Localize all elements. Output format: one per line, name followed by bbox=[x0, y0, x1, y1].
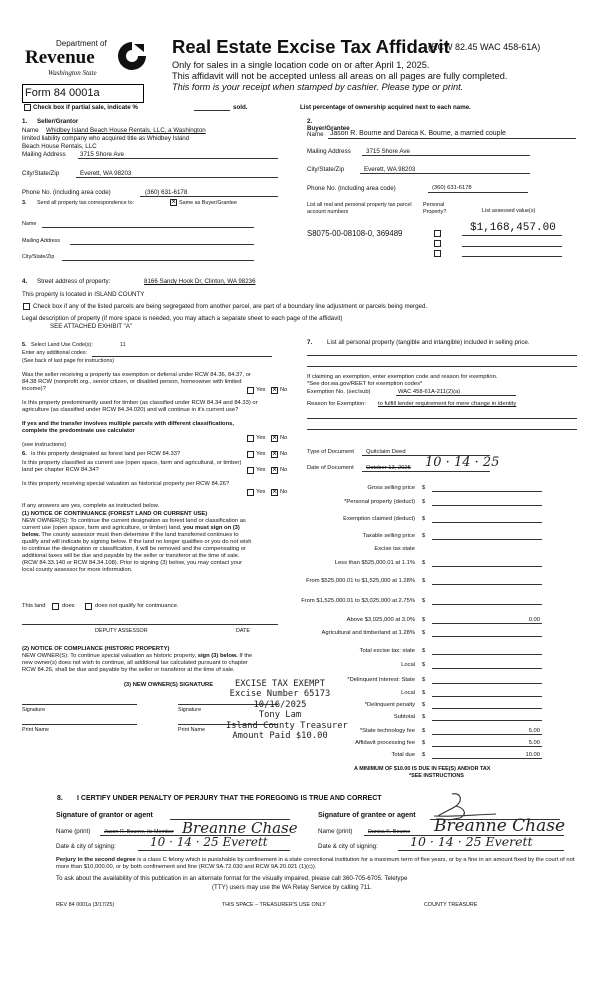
footer-county: COUNTY TREASURE bbox=[424, 902, 478, 908]
tax-above-label: Above $3,025,000 at 3.0% bbox=[346, 617, 415, 623]
reason-field-2[interactable] bbox=[307, 418, 577, 419]
partial-sale-checkbox[interactable] bbox=[24, 104, 31, 111]
grantee-date-line bbox=[398, 850, 564, 851]
tax-total-state-field[interactable] bbox=[432, 654, 542, 655]
corr-address-field[interactable] bbox=[70, 244, 254, 245]
q1-yes: Yes bbox=[256, 387, 266, 393]
personal-property-label: Personal Property? bbox=[423, 202, 447, 215]
seller-city-line bbox=[76, 177, 278, 178]
tax-local-field[interactable] bbox=[432, 668, 542, 669]
corr-name-label: Name bbox=[22, 221, 37, 227]
s6-if-yes: If any answers are yes, complete as instructed below. bbox=[22, 503, 160, 509]
does-label: does bbox=[62, 603, 75, 609]
tax-affidavit-fee-field[interactable] bbox=[432, 746, 542, 747]
stamp-line-5: Island County Treasurer bbox=[226, 720, 348, 731]
landuse-q2a: Is this property predominantly used for timber (as classified under RCW 84.34 and 84.33) or agriculture (as classified under RCW 84.34.020) and will continue in it's current use? bbox=[22, 400, 258, 413]
s6q3-yes: Yes bbox=[256, 489, 266, 495]
tax-less-dollar: $ bbox=[422, 560, 426, 566]
tax-tech-fee-field[interactable] bbox=[432, 734, 542, 735]
deputy-assessor-field[interactable] bbox=[22, 624, 222, 625]
assessed-line-1 bbox=[462, 235, 562, 236]
deputy-date-label: DATE bbox=[236, 628, 250, 634]
form-number: Form 84 0001a bbox=[25, 87, 100, 99]
stamp-line-3: 10/16/2025 bbox=[253, 699, 307, 710]
grantor-date-city: 10 · 14 · 25 Everett bbox=[150, 835, 268, 849]
seller-address-label: Mailing Address bbox=[22, 151, 66, 158]
seller-address-line bbox=[78, 158, 278, 159]
compliance-bold: sign (3) below. bbox=[197, 653, 238, 659]
perjury-text: is a class C felony which is punishable by confinement in a state correctional institution for a maximum term of five years, or by a fine in an amount fixed by the court of not more than $10,000.00, or by both confinement and fine (RCW 9A.72.030 and RCW 9A.20.021 (1)(c)). bbox=[56, 857, 575, 870]
compliance-text bbox=[22, 653, 258, 674]
tax-delinquent-penalty-label: *Delinquent penalty bbox=[364, 702, 415, 708]
tax-personal-label: *Personal property (deduct) bbox=[344, 499, 415, 505]
doc-date-label: Date of Document bbox=[307, 465, 354, 471]
buyer-phone: (360) 631-6178 bbox=[432, 185, 472, 191]
tax-less-field[interactable] bbox=[432, 566, 542, 567]
corr-city-label: City/State/Zip bbox=[22, 254, 55, 260]
compliance-text-2: If the new owner(s) does not wish to continue, all additional tax calculated pursuant to chapter RCW 84.26, shall be due and payable by the seller or transferor at the time of sale. bbox=[22, 653, 253, 673]
buyer-city-label: City/State/Zip bbox=[307, 166, 345, 173]
buyer-name-label: Name bbox=[307, 131, 324, 138]
tax-ag-field[interactable] bbox=[432, 636, 542, 637]
logo-revenue: Revenue bbox=[25, 47, 95, 68]
q2-yes: Yes bbox=[256, 435, 266, 441]
s6-q1: Is this property designated as forest land per RCW 84.33? bbox=[31, 451, 181, 457]
tax-delinquent-penalty-dollar: $ bbox=[422, 702, 426, 708]
logo-state: Washington State bbox=[48, 69, 97, 77]
s6q1-yes: Yes bbox=[256, 451, 266, 457]
personal-property-checkbox-3[interactable] bbox=[434, 250, 441, 257]
landuse-label: Select Land Use Code(s): bbox=[31, 342, 93, 348]
exemption-no-value: WAC 458-61A-211(2)(a) bbox=[398, 389, 461, 395]
landuse-q1: Was the seller receiving a property tax exemption or deferral under RCW 84.36, 84.37, or 84.38 RCW (nonprofit org., senior citizen, or disabled person, homeowner with limited income)? bbox=[22, 372, 251, 392]
logo-dept-of: Department of bbox=[56, 39, 107, 48]
claim-line-2: *See dor.wa.gov/REET for exemption codes* bbox=[307, 381, 423, 387]
seller-name-line2: limited liability company who acquired title as Whidbey Island bbox=[22, 135, 190, 142]
correspondence-num: 3. bbox=[22, 200, 27, 206]
s7-label: List all personal property (tangible and intangible) included in selling price. bbox=[327, 339, 530, 346]
sig-grantor-label: Signature of grantor or agent bbox=[56, 812, 153, 819]
seller-phone-line bbox=[140, 196, 278, 197]
tax-ag-dollar: $ bbox=[422, 630, 426, 636]
landuse-code: 11 bbox=[120, 342, 126, 348]
q2-no-checkbox[interactable] bbox=[271, 435, 278, 442]
does-checkbox[interactable] bbox=[52, 603, 59, 610]
tax-total-due-label: Total due bbox=[391, 752, 415, 758]
stamp-line-6: Amount Paid $10.00 bbox=[232, 731, 328, 742]
tax-ag-label: Agricultural and timberland at 1.28% bbox=[321, 630, 415, 636]
tax-from1-label: From $525,000.01 to $1,525,000 at 1.28% bbox=[306, 578, 415, 584]
treasurer-stamp bbox=[226, 679, 348, 742]
tax-from2-dollar: $ bbox=[422, 598, 426, 604]
sig-grantee-label: Signature of grantee or agent bbox=[318, 812, 416, 819]
tax-exemption-dollar: $ bbox=[422, 516, 426, 522]
tax-affidavit-fee-label: Affidavit processing fee bbox=[355, 740, 415, 746]
tax-delinquent-interest-dollar: $ bbox=[422, 677, 426, 683]
this-land: This land bbox=[22, 603, 46, 609]
assessed-value-label: List assessed value(s) bbox=[482, 208, 536, 214]
personal-property-checkbox-1[interactable] bbox=[434, 230, 441, 237]
parcel-number: S8075-00-08108-0, 369489 bbox=[307, 229, 403, 238]
page-title: Real Estate Excise Tax Affidavit bbox=[172, 36, 450, 57]
q1-no: No bbox=[280, 387, 288, 393]
continuance-text-2: The county assessor must then determine if the land transferred continues to qualify and will indicate by signing below. If the land no longer qualifies or you do not wish to continue the designation or classification, it will be removed and the compensating or additional taxes will be due and payable by the seller or transferor at the time of sale. (RCW 84.33.140 or RCW 84.34.108). Prior to signing (3) below, you may contact your local county assessor for more information. bbox=[22, 532, 252, 573]
tax-from1-dollar: $ bbox=[422, 578, 426, 584]
s8-num: 8. bbox=[57, 795, 63, 802]
doc-date-line bbox=[362, 471, 490, 472]
perjury-bold: Perjury in the second degree bbox=[56, 857, 136, 863]
tax-exemption-field[interactable] bbox=[432, 522, 542, 523]
tax-gross-label: Gross selling price bbox=[367, 485, 415, 491]
tax-above-dollar: $ bbox=[422, 617, 426, 623]
grantee-name-print-label: Name (print) bbox=[318, 828, 353, 835]
seller-address: 3715 Shore Ave bbox=[80, 151, 124, 158]
s6q3-no-checkbox[interactable] bbox=[271, 489, 278, 496]
landuse-additional: Enter any additional codes: bbox=[22, 350, 88, 356]
s6q2-yes-checkbox[interactable] bbox=[247, 467, 254, 474]
tax-exemption-label: Exemption claimed (deduct) bbox=[343, 516, 415, 522]
personal-property-checkbox-2[interactable] bbox=[434, 240, 441, 247]
same-as-buyer-checkbox[interactable] bbox=[170, 199, 177, 206]
print-name-label-1: Print Name bbox=[22, 727, 49, 733]
seller-phone: (360) 631-6178 bbox=[145, 189, 188, 196]
tax-local2-label: Local bbox=[401, 690, 415, 696]
s7-num: 7. bbox=[307, 339, 313, 346]
tax-personal-dollar: $ bbox=[422, 499, 426, 505]
legal-value: SEE ATTACHED EXHIBIT "A" bbox=[50, 323, 133, 330]
tax-tech-fee-value: 5.00 bbox=[528, 728, 540, 734]
tax-subtotal-dollar: $ bbox=[422, 714, 426, 720]
tax-taxable-dollar: $ bbox=[422, 533, 426, 539]
buyer-heading: Buyer/Grantee bbox=[307, 125, 350, 132]
seller-name-line3: Beach House Rentals, LLC bbox=[22, 143, 97, 150]
logo-mark-icon bbox=[116, 40, 148, 72]
seller-name-label: Name bbox=[22, 127, 39, 134]
tax-personal-field[interactable] bbox=[432, 505, 542, 506]
continuance-heading: (1) NOTICE OF CONTINUANCE (FOREST LAND OR CURRENT USE) bbox=[22, 511, 208, 517]
title-citation: (RCW 82.45 WAC 458-61A) bbox=[428, 42, 541, 52]
buyer-name-line bbox=[328, 138, 576, 139]
s6q1-yes-checkbox[interactable] bbox=[247, 451, 254, 458]
property-num: 4. bbox=[22, 278, 28, 285]
seller-name-line1: Whidbey Island Beach House Rentals, LLC, a Washington bbox=[46, 127, 206, 134]
assessed-line-2 bbox=[462, 246, 562, 247]
availability-line-2: (TTY) users may use the WA Relay Service by calling 711. bbox=[212, 884, 372, 891]
doc-type-label: Type of Document bbox=[307, 449, 355, 455]
buyer-name: Jason R. Bourne and Danica K. Bourne, a married couple bbox=[330, 130, 506, 137]
deputy-assessor-label: DEPUTY ASSESSOR bbox=[95, 628, 148, 634]
correspondence-label: Send all property tax correspondence to: bbox=[37, 200, 135, 206]
tax-total-due-dollar: $ bbox=[422, 752, 426, 758]
tax-total-due-value: 10.00 bbox=[525, 752, 540, 758]
availability-line-1: To ask about the availability of this publication in an alternate format for the visually impaired, please call 360-705-6705. Teletype bbox=[56, 875, 408, 882]
assessed-value: $1,168,457.00 bbox=[470, 222, 556, 234]
street-value: 8166 Sandy Hook Dr, Clinton, WA 98236 bbox=[144, 278, 256, 285]
tax-gross-field[interactable] bbox=[432, 491, 542, 492]
certify-statement: I CERTIFY UNDER PENALTY OF PERJURY THAT THE FOREGOING IS TRUE AND CORRECT bbox=[77, 795, 382, 802]
s6q2-no-checkbox[interactable] bbox=[271, 467, 278, 474]
q1-no-checkbox[interactable] bbox=[271, 387, 278, 394]
q2-no: No bbox=[280, 435, 288, 441]
tax-above-value: 0.00 bbox=[528, 617, 540, 623]
tax-local2-field[interactable] bbox=[432, 696, 542, 697]
seller-phone-label: Phone No. (including area code) bbox=[22, 189, 111, 196]
same-as-buyer-label: Same as Buyer/Grantee bbox=[179, 200, 237, 206]
s6q1-no-checkbox[interactable] bbox=[271, 451, 278, 458]
revenue-logo bbox=[20, 40, 155, 82]
partial-sale-percent-field[interactable] bbox=[194, 110, 230, 111]
owner-print-1[interactable] bbox=[22, 724, 137, 725]
buyer-phone-line bbox=[428, 192, 528, 193]
tax-total-state-label: Total excise tax: state bbox=[359, 648, 415, 654]
continuance-text-1: NEW OWNER(S): To continue the current designation as forest land or classification as current use (open space, farm and agriculture, or timber) land, bbox=[22, 518, 246, 531]
q1-yes-checkbox[interactable] bbox=[247, 387, 254, 394]
seller-heading: Seller/Grantor bbox=[37, 118, 79, 125]
parcel-list-label: List all real and personal property tax parcel account numbers bbox=[307, 202, 412, 215]
stamp-line-2: Excise Number 65173 bbox=[229, 689, 331, 700]
tax-local-label: Local bbox=[401, 662, 415, 668]
landuse-see-back: (See back of last page for instructions) bbox=[22, 358, 114, 364]
does-not-label: does not qualify for continuance. bbox=[95, 603, 179, 609]
legal-label: Legal description of property (if more space is needed, you may attach a separate sheet to each page of the affidavit) bbox=[22, 315, 343, 322]
stamp-line-1: EXCISE TAX EXEMPT bbox=[234, 679, 326, 689]
continuance-text bbox=[22, 518, 254, 574]
form-number-box bbox=[22, 84, 144, 103]
tax-from2-field[interactable] bbox=[432, 604, 542, 605]
seller-city: Everett, WA 98203 bbox=[80, 170, 132, 177]
partial-sale-label: Check box if partial sale, indicate % bbox=[33, 104, 138, 111]
tax-delinquent-interest-label: *Delinquent Interest: State bbox=[347, 677, 415, 683]
buyer-phone-label: Phone No. (including area code) bbox=[307, 185, 396, 192]
s6-num: 6. bbox=[22, 451, 27, 457]
footer-rev: REV 84 0001a (3/17/25) bbox=[56, 902, 115, 908]
s6q3-no: No bbox=[280, 489, 288, 495]
tax-local-dollar: $ bbox=[422, 662, 426, 668]
grantor-handwritten-name: Breanne Chase bbox=[182, 819, 298, 837]
tax-less-label: Less than $525,000.01 at 1.1% bbox=[334, 560, 415, 566]
q2-yes-checkbox[interactable] bbox=[247, 435, 254, 442]
assessed-line-3 bbox=[462, 256, 562, 257]
doc-date-struck: October 13, 2025 bbox=[366, 465, 411, 471]
grantee-handwritten-name: Breanne Chase bbox=[434, 816, 566, 836]
buyer-heading-num: 2. bbox=[307, 118, 313, 125]
corr-address-label: Mailing Address bbox=[22, 238, 61, 244]
s6q2-yes: Yes bbox=[256, 467, 266, 473]
reason-label: Reason for Exemption: bbox=[307, 401, 366, 407]
compliance-text-1: NEW OWNER(S): To continue special valuation as historic property, bbox=[22, 653, 197, 659]
tax-affidavit-fee-value: 5.00 bbox=[528, 740, 540, 746]
tax-subtotal-label: Subtotal bbox=[393, 714, 415, 720]
grantor-name-print-label: Name (print) bbox=[56, 828, 91, 835]
minimum-note: A MINIMUM OF $10.00 IS DUE IN FEE(S) AND/OR TAX bbox=[354, 766, 491, 772]
grantor-print-name: Jason R. Bourne, its Member bbox=[104, 829, 174, 835]
tax-affidavit-fee-dollar: $ bbox=[422, 740, 426, 746]
corr-name-field[interactable] bbox=[42, 227, 254, 228]
grantee-date-city: 10 · 14 · 25 Everett bbox=[410, 834, 533, 849]
grantee-print-name: Danica K. Bourne bbox=[368, 829, 411, 835]
header-note-1: Only for sales in a single location code on or after April 1, 2025. bbox=[172, 60, 430, 70]
deputy-date-field[interactable] bbox=[208, 624, 278, 625]
s6q1-no: No bbox=[280, 451, 288, 457]
new-owner-sig-heading: (3) NEW OWNER(S) SIGNATURE bbox=[124, 682, 214, 688]
continuance-bold: you must sign on (3) below. bbox=[22, 525, 240, 538]
signature-label-2: Signature bbox=[178, 707, 202, 713]
tax-local2-dollar: $ bbox=[422, 690, 426, 696]
signature-label-1: Signature bbox=[22, 707, 46, 713]
landuse-q2b: If yes and the transfer involves multiple parcels with different classifications, complete the predominate use calculator bbox=[22, 421, 234, 434]
personal-property-field-2[interactable] bbox=[307, 366, 577, 367]
buyer-address: 3715 Shore Ave bbox=[366, 148, 410, 155]
landuse-num: 5. bbox=[22, 342, 27, 348]
tax-taxable-label: Taxable selling price bbox=[362, 533, 415, 539]
seller-heading-num: 1. bbox=[22, 118, 28, 125]
grantee-date-city-label: Date & city of signing: bbox=[318, 843, 378, 850]
header-note-3: This form is your receipt when stamped by cashier. Please type or print. bbox=[172, 82, 464, 92]
claim-line-1: If claiming an exemption, enter exemption code and reason for exemption. bbox=[307, 374, 498, 380]
doc-date-handwritten: 10 · 14 · 25 bbox=[425, 455, 500, 470]
tax-above-field[interactable] bbox=[432, 623, 542, 624]
print-name-label-2: Print Name bbox=[178, 727, 205, 733]
s6-q2: Is this property classified as current use (open space, farm and agricultural, or timber) land per chapter RCW 84.34? bbox=[22, 460, 242, 473]
tax-tech-fee-dollar: $ bbox=[422, 728, 426, 734]
tax-gross-dollar: $ bbox=[422, 485, 426, 491]
s6-q3: Is this property receiving special valuation as historical property per RCW 84.26? bbox=[22, 481, 230, 487]
footer-treasurer: THIS SPACE – TREASURER'S USE ONLY bbox=[222, 902, 326, 908]
corr-city-field[interactable] bbox=[62, 260, 254, 261]
reason-value: to fulfill lender requirement for mere change in identity bbox=[378, 401, 517, 407]
tax-delinquent-interest-field[interactable] bbox=[432, 683, 542, 684]
partial-sale-sold: sold. bbox=[233, 104, 248, 111]
buyer-address-label: Mailing Address bbox=[307, 148, 351, 155]
tax-tech-fee-label: *State technology fee bbox=[359, 728, 415, 734]
compliance-heading: (2) NOTICE OF COMPLIANCE (HISTORIC PROPERTY) bbox=[22, 646, 170, 652]
street-label: Street address of property: bbox=[37, 278, 111, 285]
landuse-additional-field[interactable] bbox=[92, 356, 272, 357]
landuse-q2c: (see instructions) bbox=[22, 442, 67, 448]
does-not-checkbox[interactable] bbox=[85, 603, 92, 610]
grantor-date-city-label: Date & city of signing: bbox=[56, 843, 116, 850]
seller-city-label: City/State/Zip bbox=[22, 170, 60, 177]
segregated-label: Check box if any of the listed parcels are being segregated from another parcel, are part of a boundary line adjustment or parcels being merged. bbox=[33, 303, 428, 310]
tax-from2-label: From $1,525,000.01 to $3,025,000 at 2.75% bbox=[301, 598, 415, 604]
tax-subtotal-field[interactable] bbox=[432, 720, 542, 721]
s6q3-yes-checkbox[interactable] bbox=[247, 489, 254, 496]
tax-excise-state-label: Excise tax state bbox=[374, 546, 415, 552]
personal-property-field-1[interactable] bbox=[307, 355, 577, 356]
buyer-city: Everett, WA 98203 bbox=[364, 166, 416, 173]
tax-taxable-field[interactable] bbox=[432, 539, 542, 540]
owner-signature-1[interactable] bbox=[22, 704, 137, 705]
grantor-date-line bbox=[138, 850, 290, 851]
doc-type-value: Quitclaim Deed bbox=[366, 449, 406, 455]
exemption-no-label: Exemption No. (sec/sub) bbox=[307, 389, 371, 395]
segregated-checkbox[interactable] bbox=[23, 303, 30, 310]
buyer-city-line bbox=[360, 173, 530, 174]
stamp-line-4: Tony Lam bbox=[258, 710, 302, 721]
s6q2-no: No bbox=[280, 467, 288, 473]
tax-from1-field[interactable] bbox=[432, 584, 542, 585]
tax-delinquent-penalty-field[interactable] bbox=[432, 708, 542, 709]
buyer-address-line bbox=[362, 155, 530, 156]
ownership-label: List percentage of ownership acquired next to each name. bbox=[300, 104, 471, 111]
see-instructions-note: *SEE INSTRUCTIONS bbox=[409, 773, 464, 779]
exemption-line bbox=[396, 395, 516, 396]
reason-field-3[interactable] bbox=[307, 429, 577, 430]
tax-total-state-dollar: $ bbox=[422, 648, 426, 654]
perjury-statement bbox=[56, 857, 586, 871]
county-line: This property is located in ISLAND COUNTY bbox=[22, 291, 145, 298]
header-note-2: This affidavit will not be accepted unless all areas on all pages are fully completed. bbox=[172, 71, 508, 81]
